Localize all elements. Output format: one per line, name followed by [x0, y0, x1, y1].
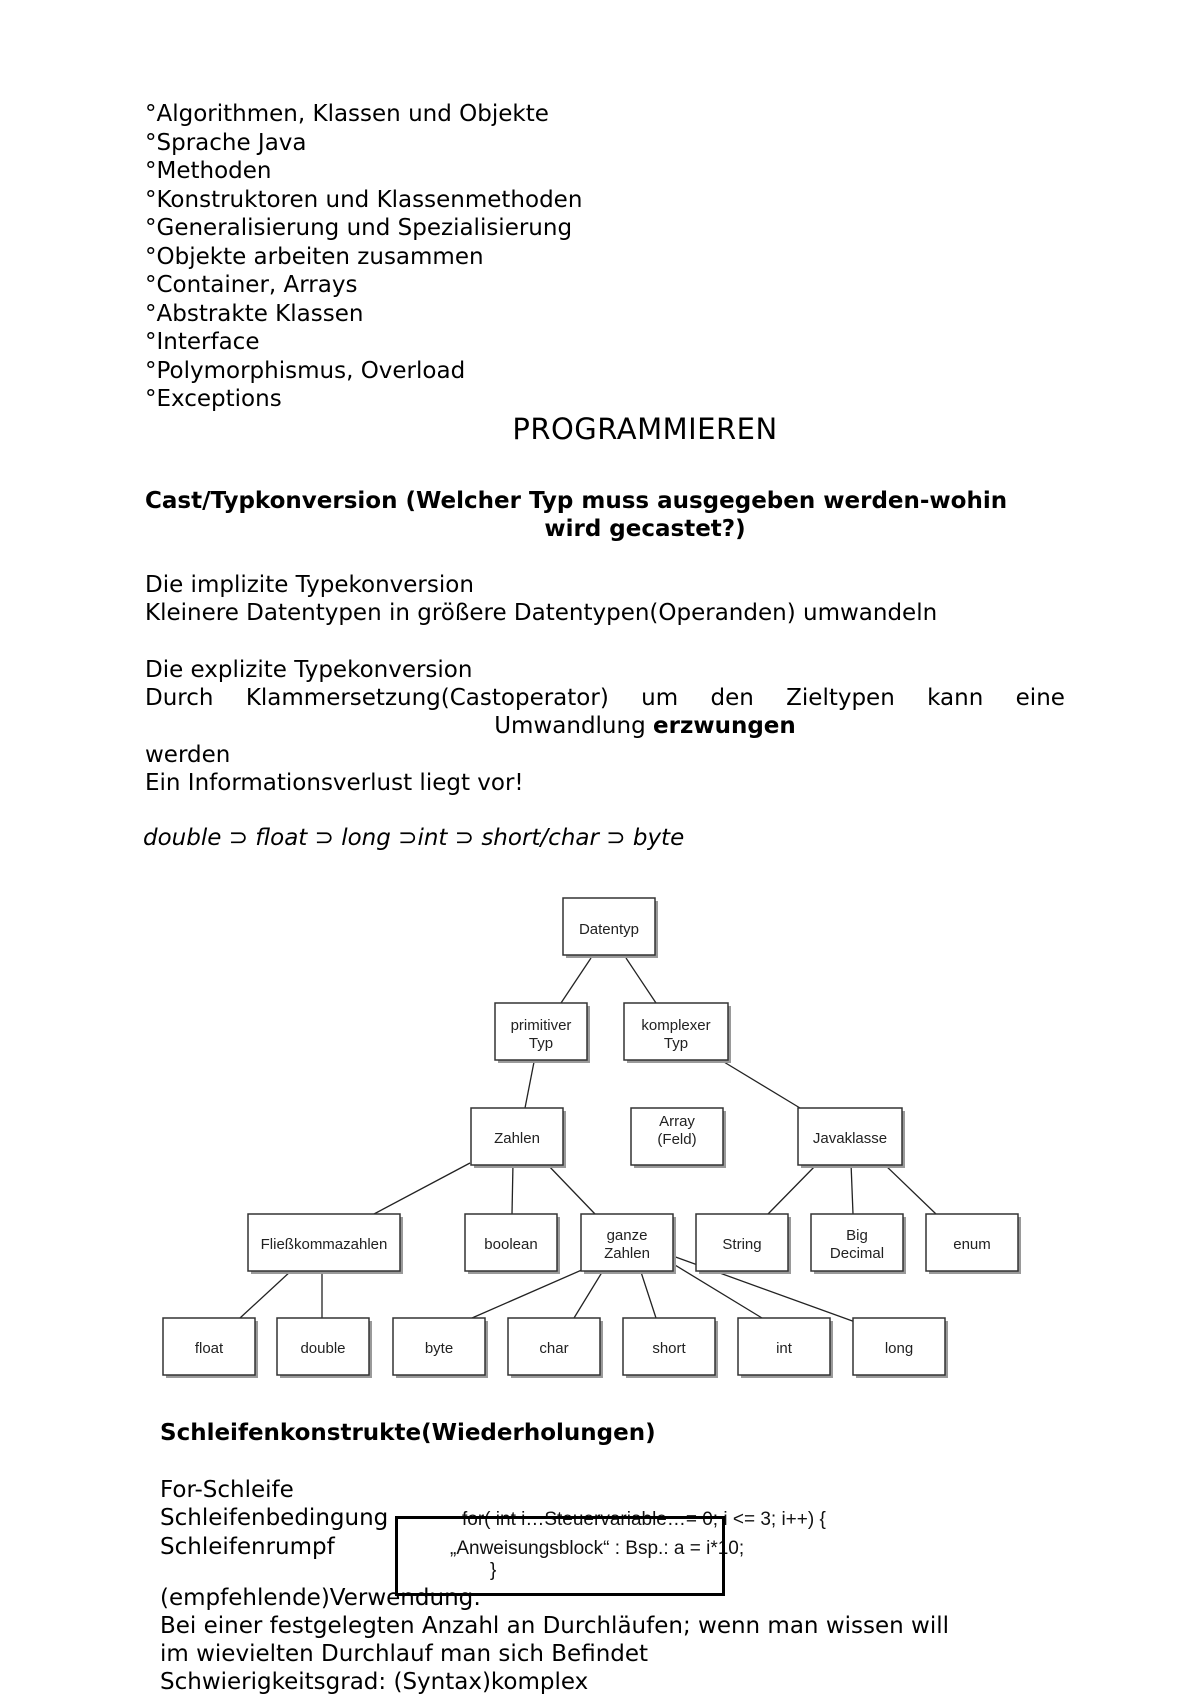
edge	[472, 1269, 584, 1318]
node-javaklasse	[798, 1108, 905, 1168]
node-primitiver-typ	[495, 1003, 590, 1063]
for-loop-condition-label: Schleifenbedingung	[160, 1505, 389, 1531]
node-label: Decimal	[829, 1245, 885, 1262]
node-label: enum	[953, 1236, 991, 1253]
node-label: long	[884, 1340, 914, 1357]
difficulty-text: Schwierigkeitsgrad: (Syntax)komplex	[160, 1669, 589, 1695]
edge	[561, 958, 591, 1003]
node-float	[163, 1318, 258, 1378]
topic-item: °Algorithmen, Klassen und Objekte	[145, 101, 549, 127]
page-title: PROGRAMMIEREN	[512, 412, 778, 446]
implicit-conversion-title: Die implizite Typekonversion	[145, 572, 474, 598]
node-bigdecimal	[811, 1214, 906, 1274]
information-loss-note: Ein Informationsverlust liegt vor!	[145, 770, 524, 796]
node-zahlen	[471, 1108, 566, 1168]
word: um	[641, 685, 679, 711]
code-line: „Anweisungsblock“ : Bsp.: a = i*10;	[450, 1538, 745, 1559]
node-label: Typ	[663, 1035, 689, 1052]
node-komplexer-typ	[624, 1003, 731, 1063]
topic-item: °Interface	[145, 329, 260, 355]
node-label: int	[776, 1340, 792, 1357]
node-short	[623, 1318, 718, 1378]
explicit-conversion-title: Die explizite Typekonversion	[145, 657, 473, 683]
edge	[240, 1270, 292, 1318]
cast-heading: Cast/Typkonversion (Welcher Typ muss ausgegeben werden-wohin	[145, 488, 1008, 514]
edge	[626, 958, 656, 1003]
topic-item: °Polymorphismus, Overload	[145, 357, 466, 384]
node-boolean	[465, 1214, 560, 1274]
edge	[640, 1269, 656, 1318]
node-int	[738, 1318, 833, 1378]
word: eine	[1015, 685, 1065, 711]
node-label: primitiver	[510, 1017, 572, 1034]
node-label: Array	[659, 1113, 695, 1130]
node-label: Zahlen	[494, 1130, 540, 1147]
node-fliesskommazahlen	[248, 1214, 403, 1274]
node-array	[631, 1108, 726, 1168]
word: Durch	[145, 685, 214, 711]
usage-text: Bei einer festgelegten Anzahl an Durchläufen; wenn man wissen will	[160, 1613, 950, 1639]
node-label: komplexer	[641, 1017, 711, 1034]
topic-item: °Generalisierung und Spezialisierung	[145, 215, 573, 241]
topic-item: °Sprache Java	[145, 129, 307, 156]
code-line: }	[490, 1560, 497, 1581]
usage-text: im wievielten Durchlauf man sich Befindet	[160, 1641, 649, 1667]
edge	[512, 1163, 513, 1214]
node-byte	[393, 1318, 488, 1378]
edge	[546, 1163, 595, 1214]
text: Umwandlung	[494, 713, 646, 739]
topic-item: °Abstrakte Klassen	[145, 300, 364, 327]
topic-item: °Objekte arbeiten zusammen	[145, 243, 484, 270]
word: den	[710, 685, 754, 711]
node-label: Typ	[528, 1035, 554, 1052]
edge	[724, 1062, 800, 1108]
usage-title: (empfehlende)Verwendung:	[160, 1585, 481, 1611]
type-hierarchy: double ⊃ float ⊃ long ⊃int ⊃ short/char ⊃ byte	[143, 825, 685, 851]
edge	[851, 1163, 853, 1214]
node-enum	[926, 1214, 1021, 1274]
emphasis-text: erzwungen	[653, 713, 796, 739]
edge	[525, 1062, 534, 1108]
edge	[574, 1269, 604, 1318]
topic-item: °Exceptions	[145, 386, 282, 412]
node-label: byte	[424, 1340, 454, 1357]
edge	[374, 1163, 470, 1214]
word: kann	[927, 685, 984, 711]
code-box	[395, 1516, 725, 1596]
node-label: String	[722, 1236, 762, 1253]
word: Zieltypen	[786, 685, 895, 711]
edge	[883, 1163, 936, 1214]
node-datentyp	[563, 898, 658, 958]
explicit-conversion-line: werden	[145, 742, 231, 768]
node-label: Javaklasse	[812, 1130, 888, 1147]
topic-item: °Methoden	[145, 158, 272, 184]
node-label: (Feld)	[657, 1131, 697, 1148]
topic-item: °Konstruktoren und Klassenmethoden	[145, 186, 583, 213]
code-line: for( int i…Steuervariable…= 0; i <= 3; i++) {	[462, 1509, 826, 1530]
node-label: float	[194, 1340, 224, 1357]
node-label: char	[539, 1340, 569, 1357]
node-label: ganze	[606, 1227, 648, 1244]
node-label: Fließkommazahlen	[260, 1236, 388, 1253]
node-char	[508, 1318, 603, 1378]
node-label: boolean	[484, 1236, 538, 1253]
for-loop-title: For-Schleife	[160, 1477, 294, 1503]
node-long	[853, 1318, 948, 1378]
node-label: double	[300, 1340, 346, 1357]
node-label: Datentyp	[578, 921, 640, 938]
loops-heading: Schleifenkonstrukte(Wiederholungen)	[160, 1420, 656, 1446]
node-label: Zahlen	[604, 1245, 650, 1262]
node-label: short	[652, 1340, 686, 1357]
node-string	[696, 1214, 791, 1274]
topic-item: °Container, Arrays	[145, 272, 358, 298]
edge	[768, 1163, 818, 1214]
word: Klammersetzung(Castoperator)	[245, 685, 609, 711]
implicit-conversion-description: Kleinere Datentypen in größere Datentypen(Operanden) umwandeln	[145, 600, 938, 626]
cast-heading-continued: wird gecastet?)	[544, 516, 746, 542]
node-label: Big	[846, 1227, 868, 1244]
for-loop-body-label: Schleifenrumpf	[160, 1534, 335, 1560]
node-double	[277, 1318, 372, 1378]
node-ganze-zahlen	[581, 1214, 676, 1274]
